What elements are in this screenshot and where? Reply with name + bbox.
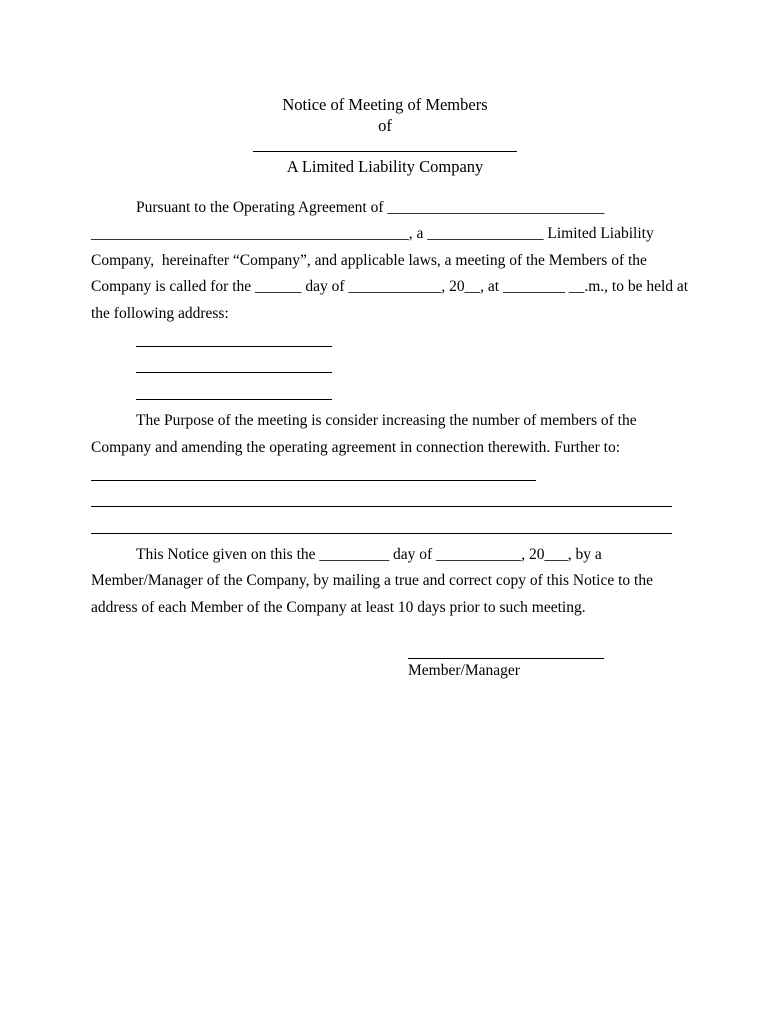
signature-line	[408, 658, 604, 659]
paragraph3-line: This Notice given on this the _________ day of ___________, 20___, by a	[136, 546, 602, 563]
paragraph1-line: _________________________________________, a _______________ Limited Liability	[91, 225, 654, 242]
purpose-line-3	[91, 533, 672, 534]
paragraph3-line: Member/Manager of the Company, by mailing a true and correct copy of this Notice to the	[91, 572, 653, 589]
title-of: of	[378, 116, 392, 135]
paragraph1-line: Pursuant to the Operating Agreement of ____________________________	[136, 199, 605, 216]
title: Notice of Meeting of Members	[282, 95, 488, 114]
paragraph2-line: Company and amending the operating agreement in connection therewith. Further to:	[91, 439, 620, 456]
company-name-blank	[253, 151, 517, 152]
paragraph3-line: address of each Member of the Company at least 10 days prior to such meeting.	[91, 599, 586, 616]
paragraph1-line: Company is called for the ______ day of ____________, 20__, at ________ __.m., to be held at	[91, 278, 689, 295]
subtitle: A Limited Liability Company	[286, 157, 484, 176]
address-line-3	[136, 399, 332, 400]
paragraph1-line: Company, hereinafter “Company”, and applicable laws, a meeting of the Members of the	[91, 252, 647, 269]
purpose-line-2	[91, 506, 672, 507]
signature-label: Member/Manager	[408, 662, 520, 679]
purpose-line-1	[91, 480, 536, 481]
paragraph1-line: the following address:	[91, 305, 229, 322]
paragraph2-line: The Purpose of the meeting is consider increasing the number of members of the	[136, 412, 637, 429]
address-line-1	[136, 346, 332, 347]
address-line-2	[136, 372, 332, 373]
